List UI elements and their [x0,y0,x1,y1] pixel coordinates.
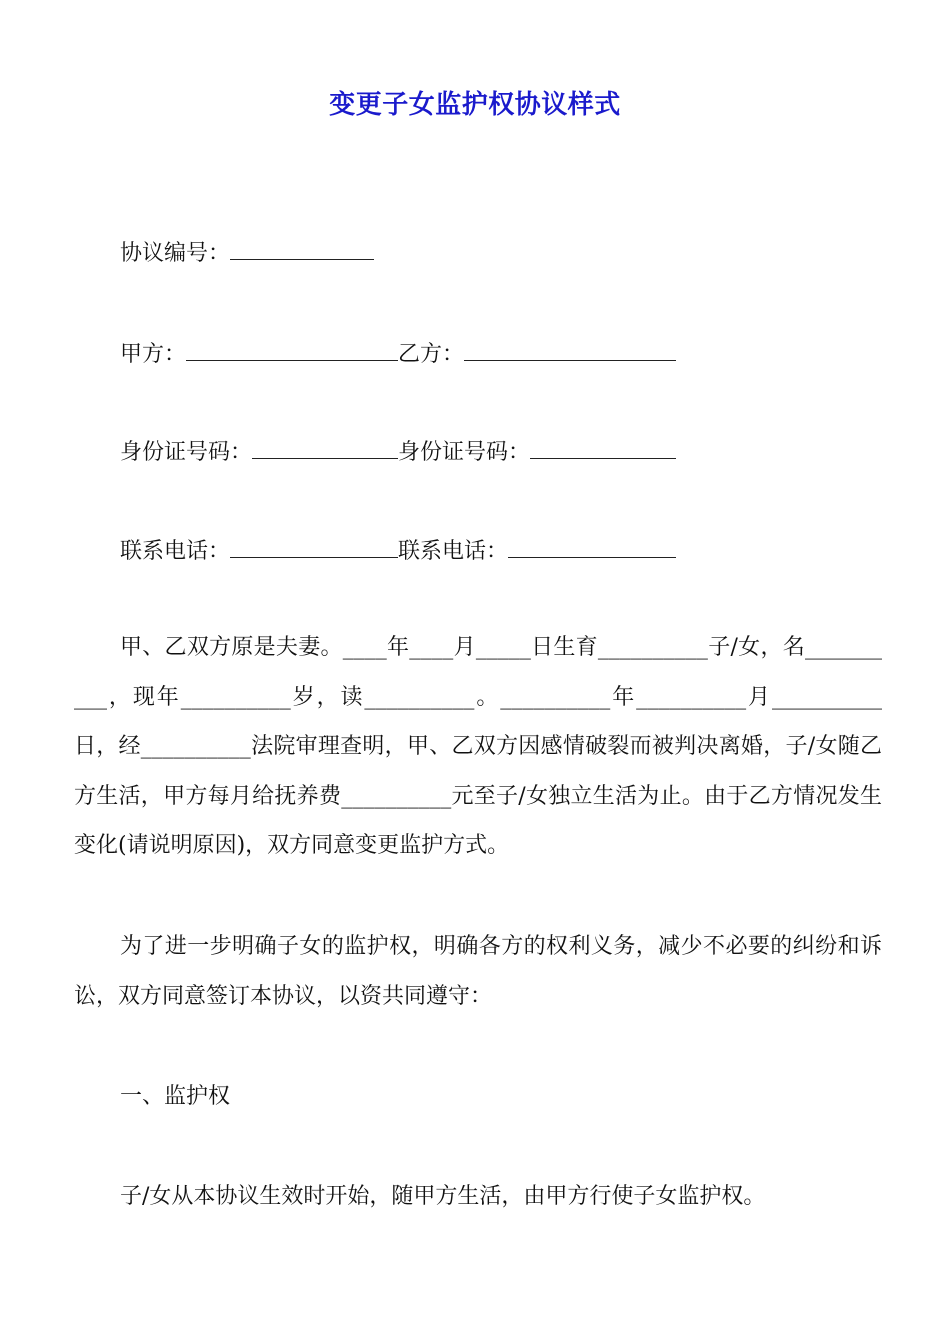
party-a-label: 甲方： [120,342,187,367]
id-b-blank [530,436,676,459]
id-a-blank [252,436,398,459]
party-a-blank [186,338,398,361]
party-b-label: 乙方： [398,342,465,367]
phone-b-blank [508,535,676,558]
agreement-number-blank [230,237,374,260]
agreement-number-line [120,237,374,269]
section-1-text: 子/女从本协议生效时开始，随甲方生活，由甲方行使子女监护权。 [120,1184,766,1209]
id-a-label: 身份证号码： [120,440,253,465]
phone-line [120,535,676,567]
phone-a-blank [230,535,398,558]
purpose-paragraph: 为了进一步明确子女的监护权，明确各方的权利义务，减少不必要的纠纷和诉讼，双方同意签订本协议，以资共同遵守： [74,934,882,1009]
agreement-number-label: 协议编号： [120,241,231,266]
section-1-heading: 一、监护权 [120,1084,231,1109]
id-b-label: 身份证号码： [398,440,531,465]
background-paragraph: 甲、乙双方原是夫妻。____年____月_____日生育__________子/女，名__________，现年__________岁，读__________。__________年__________月__________日，经__________法院审理查明，甲、乙双方因感情破裂而被判决离婚，子/女随乙方生活，甲方每月给抚养费__________元至子/女独立生活为止。由于乙方情况发生变化(请说明原因)，双方同意变更监护方式。 [74,635,882,858]
parties-line [120,338,676,370]
document-title: 变更子女监护权协议样式 [329,90,621,120]
party-b-blank [464,338,676,361]
phone-a-label: 联系电话： [120,539,231,564]
phone-b-label: 联系电话： [398,539,509,564]
id-number-line [120,436,676,468]
